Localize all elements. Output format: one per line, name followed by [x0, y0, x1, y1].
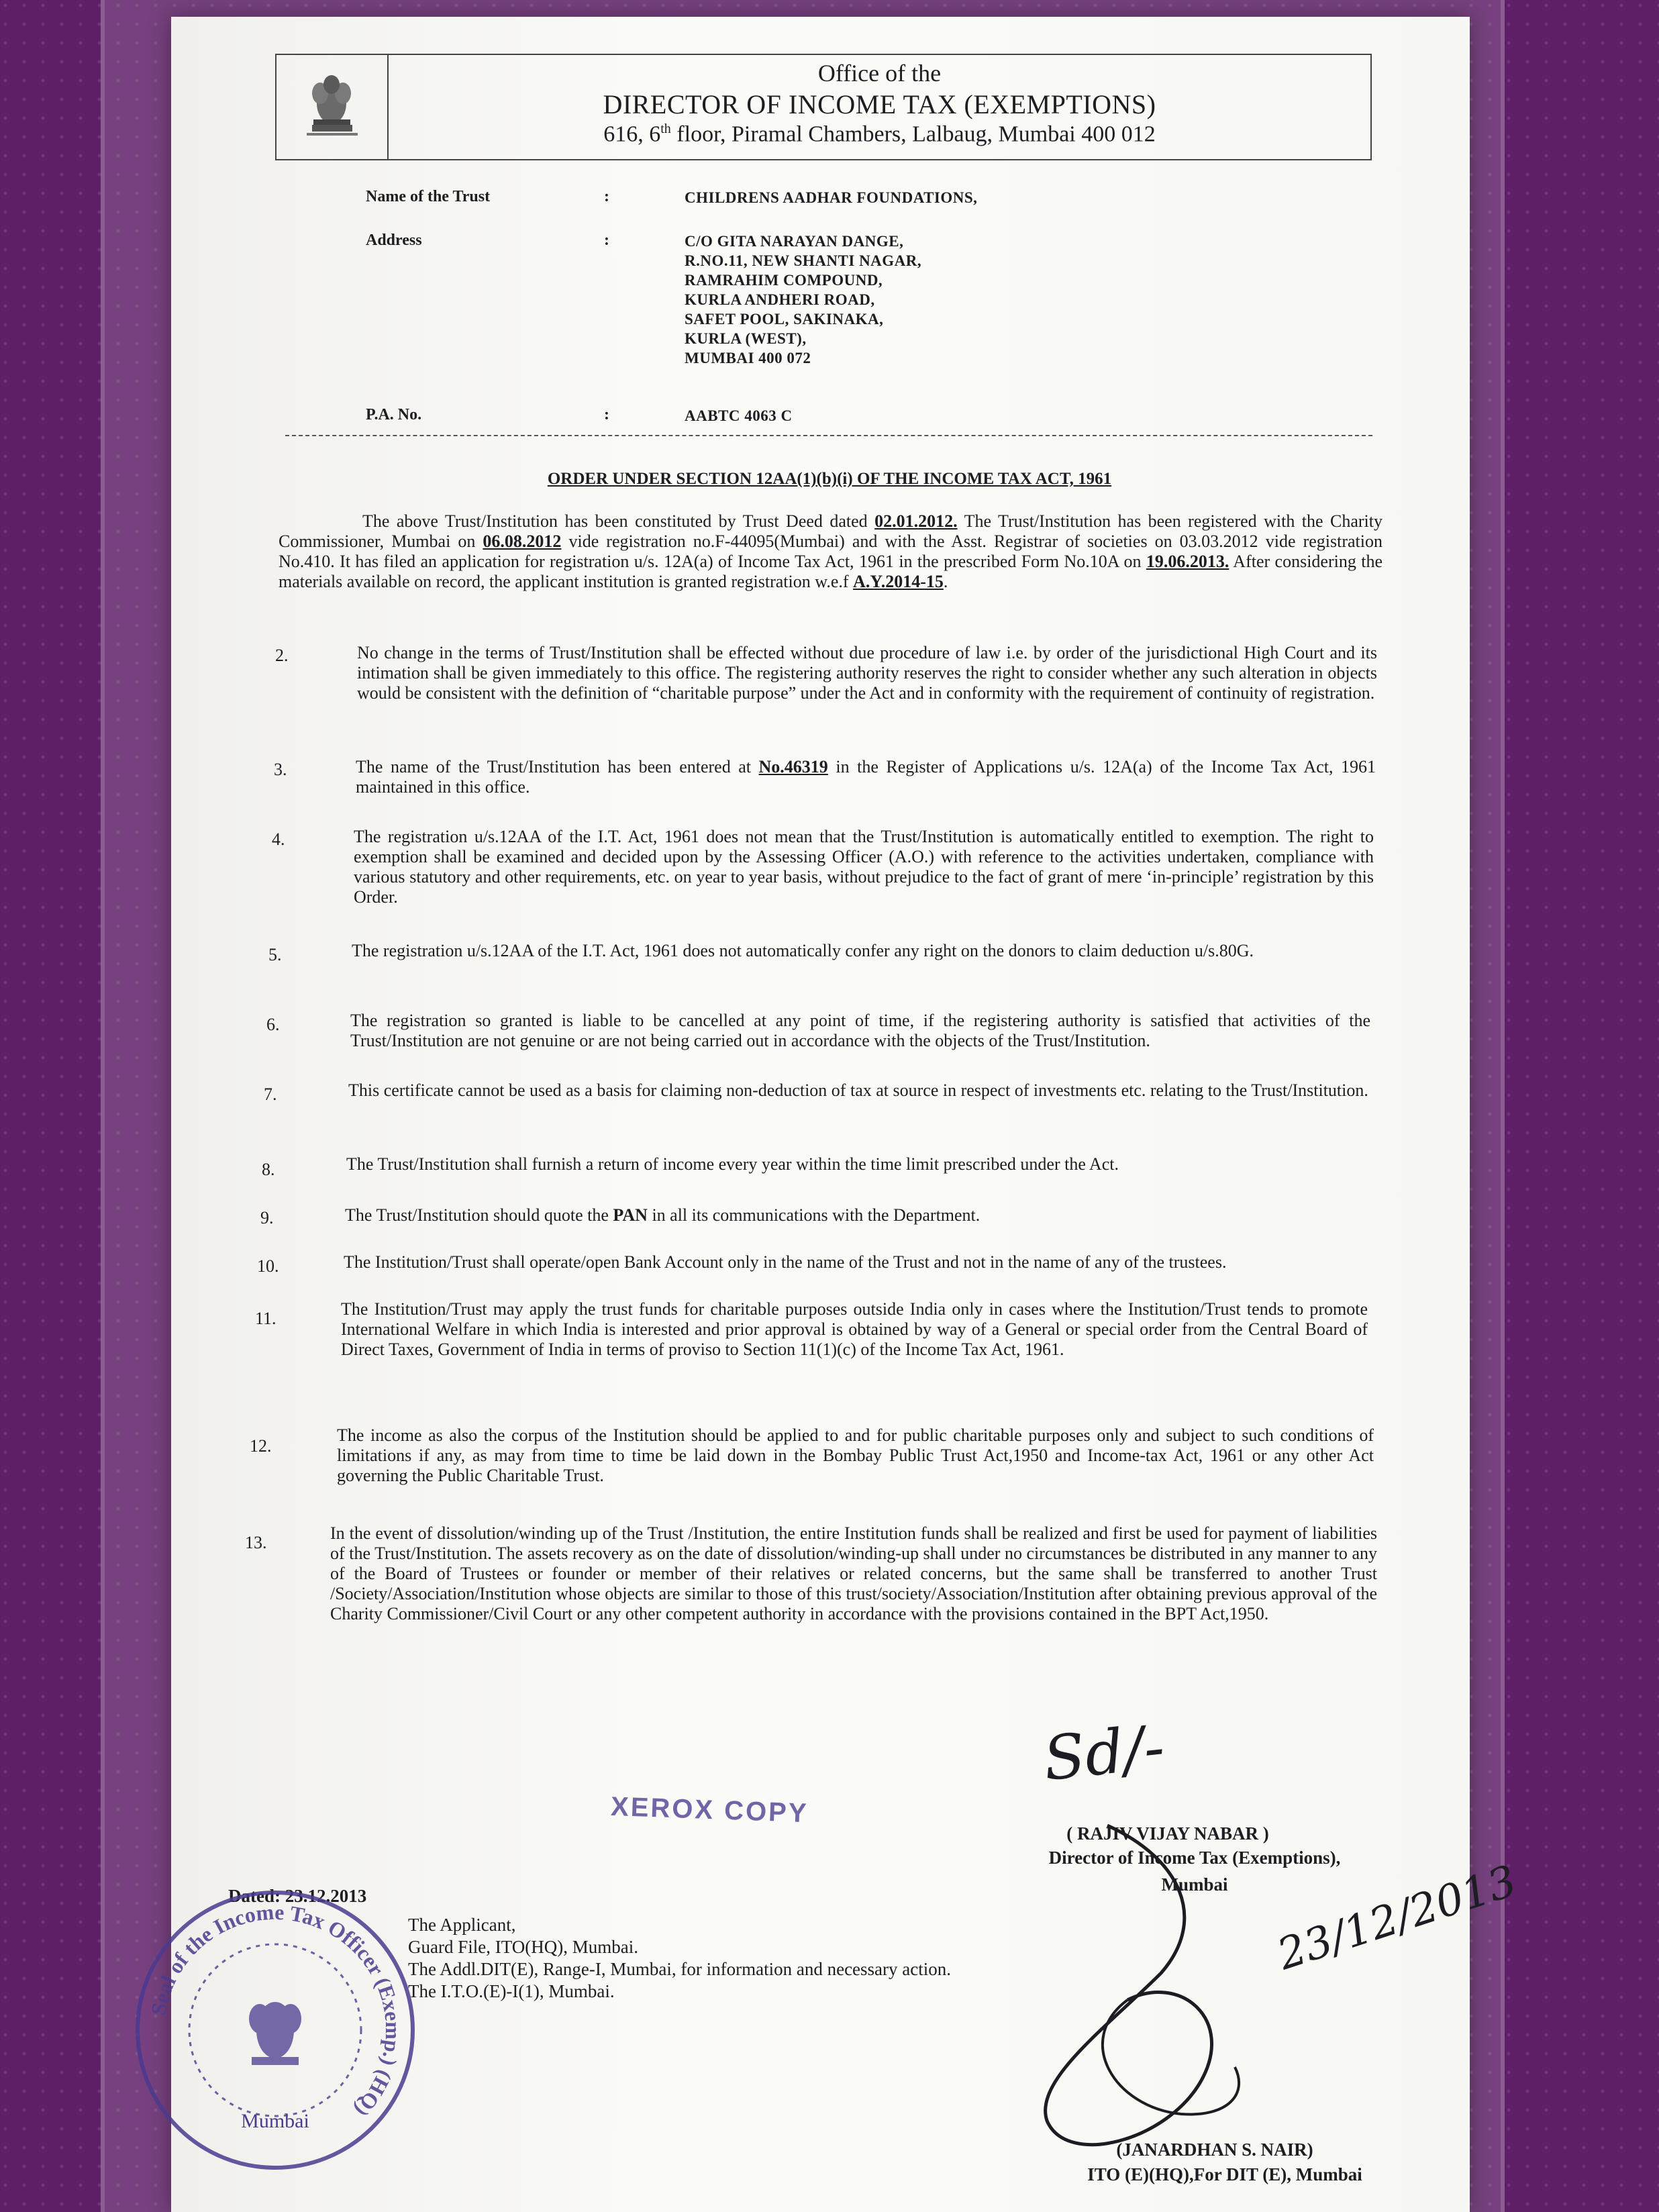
pan-label: P.A. No. [366, 406, 422, 423]
clause-text: The Trust/Institution should quote the PAN in all its communications with the Department. [345, 1205, 981, 1225]
address-value: C/O GITA NARAYAN DANGE, R.NO.11, NEW SHANTI NAGAR, RAMRAHIM COMPOUND, KURLA ANDHERI ROAD, SAFET POOL, SAKINAKA, KURLA (WEST), MUMBAI 400 072 [685, 233, 922, 366]
clause-number: 6. [266, 1015, 280, 1034]
seal-text: Seal of the Income Tax Officer (Exemp.) (HQ) [146, 1899, 406, 2122]
director-place: Mumbai [1161, 1874, 1228, 1895]
trust-name-label: Name of the Trust [366, 188, 491, 205]
clause-text: In the event of dissolution/winding up of the Trust /Institution, the entire Institution funds shall be realized and first be used for payment of liabilities of the Trust/Institution. The assets recovery as on the date of dissolution/winding-up shall under no circumstances be distributed in any manner to any of the Board of Trustees or founder or member of their relatives or related concerns, but the same shall be transferred to another Trust /Society/Association/Institution whose objects are similar to those of this trust/society/Association/Institution after obtaining previous approval of the Charity Commissioner/Civil Court or any other competent authority in accordance with the provisions contained in the BPT Act,1950. [330, 1523, 1377, 1623]
clause-text: The name of the Trust/Institution has been entered at No.46319 in the Register of Applications u/s. 12A(a) of the Income Tax Act, 1961 maintained in this office. [356, 757, 1376, 797]
letterhead [275, 54, 1372, 160]
clause-text: This certificate cannot be used as a basis for claiming non-deduction of tax at source in respect of investments etc. relating to the Trust/Institution. [348, 1080, 1368, 1100]
seal-place: Mumbai [241, 2110, 309, 2132]
address-label: Address [366, 232, 422, 249]
clause-text: The registration so granted is liable to be cancelled at any point of time, if the registering authority is satisfied that activities of the Trust/Institution are not genuine or are not being carried out in accordance with the objects of the Trust/Institution. [350, 1011, 1370, 1050]
office-address: 616, 6th floor, Piramal Chambers, Lalbaug, Mumbai 400 012 [603, 121, 1156, 147]
clause-number: 11. [255, 1309, 276, 1328]
colon: : [604, 232, 609, 249]
clause-number: 3. [274, 760, 287, 779]
office-name: DIRECTOR OF INCOME TAX (EXEMPTIONS) [603, 89, 1156, 119]
clause-text: No change in the terms of Trust/Institution shall be effected without due procedure of law i.e. by order of the jurisdictional High Court and its intimation shall be given immediately to this office. The registering authority reserves the right to consider whether any such alteration in objects would be consistent with the definition of “charitable purpose” under the Act and in conformity with the requirement of continuity of registration. [357, 643, 1377, 703]
intro-paragraph: The above Trust/Institution has been constituted by Trust Deed dated 02.01.2012. The Trust/Institution has been registered with the Charity Commissioner, Mumbai on 06.08.2012 vide registration no.F-44095(Mumbai) and with the Asst. Registrar of societies on 03.03.2012 vide registration No.410. It has filed an application for registration u/s. 12A(a) of Income Tax Act, 1961 in the prescribed Form No.10A on 19.06.2013. After considering the materials available on record, the applicant institution is granted registration w.e.f A.Y.2014-15. [279, 511, 1382, 591]
separator [285, 435, 1372, 436]
office-seal [131, 1886, 419, 2174]
pan-value: AABTC 4063 C [685, 407, 793, 424]
office-of-line: Office of the [817, 60, 942, 87]
clause-number: 2. [275, 646, 289, 665]
copy-stamp: XEROX COPY [610, 1791, 809, 1829]
attesting-designation: ITO (E)(HQ),For DIT (E), Mumbai [1087, 2164, 1362, 2184]
distribution-item: The I.T.O.(E)-I(1), Mumbai. [408, 1981, 615, 2001]
colon: : [604, 406, 609, 423]
clause-text: The registration u/s.12AA of the I.T. Act, 1961 does not mean that the Trust/Institution is automatically entitled to exemption. The right to exemption shall be examined and decided upon by the Assessing Officer (A.O.) with reference to the activities undertaken, compliance with various statutory and other requirements, etc. on year to year basis, without prejudice to the fact of grant of mere ‘in-principle’ registration by this Order. [354, 827, 1374, 907]
distribution-item: The Applicant, [408, 1915, 516, 1935]
clause-number: 10. [257, 1256, 279, 1276]
clause-number: 7. [264, 1085, 277, 1104]
clause-text: The income as also the corpus of the Institution should be applied to and for public charitable purposes only and subject to such conditions of limitations if any, as may from time to time be laid down in the Bombay Public Trust Act,1950 and Income-tax Act, 1961 or any other Act governing the Public Charitable Trust. [337, 1425, 1374, 1485]
director-signature: Sd/- [1040, 1711, 1168, 1795]
attesting-name: (JANARDHAN S. NAIR) [1116, 2140, 1313, 2160]
clause-number: 4. [272, 830, 285, 849]
clause-text: The Institution/Trust may apply the trust funds for charitable purposes outside India only in cases where the Institution/Trust tends to promote International Welfare in which India is interested and prior approval is obtained by way of a General or special order from the Central Board of Direct Taxes, Government of India in terms of proviso to Section 11(1)(c) of the Income Tax Act, 1961. [341, 1299, 1368, 1359]
clause-text: The Institution/Trust shall operate/open Bank Account only in the name of the Trust and not in the name of any of the trustees. [344, 1252, 1227, 1272]
order-title: ORDER UNDER SECTION 12AA(1)(b)(i) OF THE INCOME TAX ACT, 1961 [547, 470, 1112, 488]
clause-number: 9. [260, 1208, 274, 1227]
clause-text: The Trust/Institution shall furnish a return of income every year within the time limit prescribed under the Act. [346, 1154, 1119, 1174]
ashoka-emblem-icon [300, 63, 364, 144]
handwritten-date: 23/12/2013 [1272, 1856, 1523, 1980]
trust-name-value: CHILDRENS AADHAR FOUNDATIONS, [685, 189, 978, 206]
clause-text: The registration u/s.12AA of the I.T. Act, 1961 does not automatically confer any right on the donors to claim deduction u/s.80G. [352, 941, 1254, 960]
dated: Dated: 23.12.2013 [228, 1886, 367, 1906]
clause-number: 12. [250, 1436, 272, 1456]
clause-number: 8. [262, 1160, 275, 1179]
clause-number: 13. [245, 1533, 267, 1552]
clause-number: 5. [268, 945, 282, 964]
distribution-item: The Addl.DIT(E), Range-I, Mumbai, for information and necessary action. [408, 1959, 951, 1979]
distribution-item: Guard File, ITO(HQ), Mumbai. [408, 1937, 638, 1957]
director-designation: Director of Income Tax (Exemptions), [1048, 1848, 1341, 1868]
director-name: ( RAJIV VIJAY NABAR ) [1066, 1823, 1269, 1844]
letterhead-text [389, 55, 1370, 159]
colon: : [604, 188, 609, 205]
